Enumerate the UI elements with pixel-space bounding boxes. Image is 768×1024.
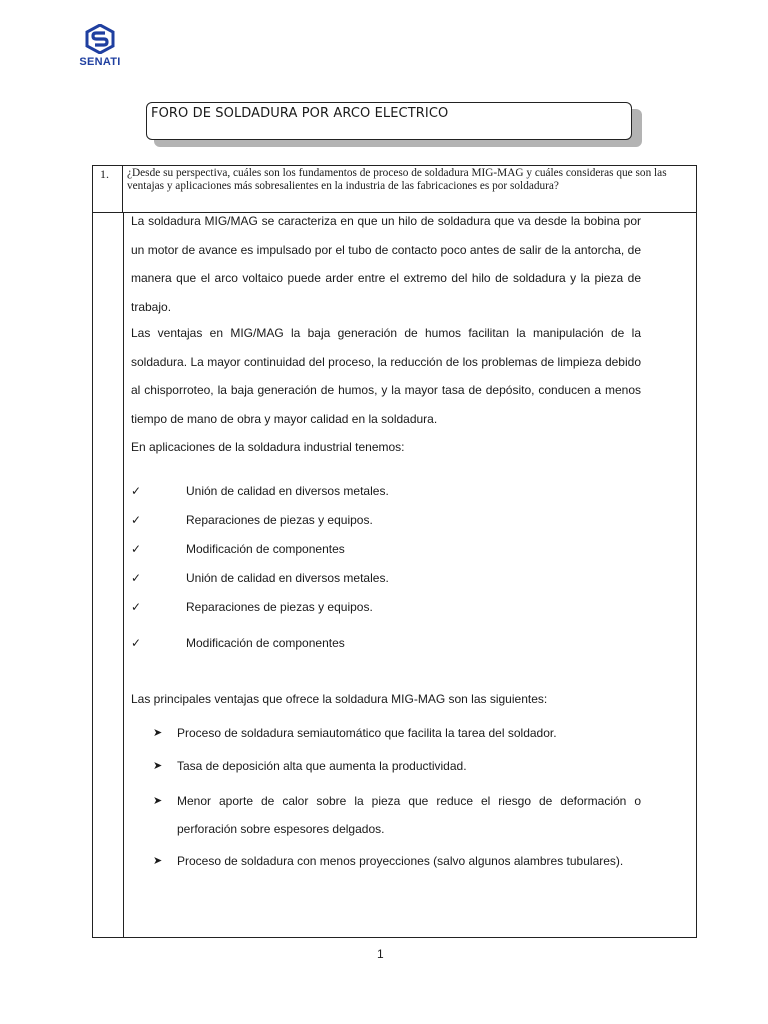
list-item: Unión de calidad en diversos metales. xyxy=(186,484,389,498)
list-item: Proceso de soldadura semiautomático que facilita la tarea del soldador. xyxy=(177,726,557,740)
question-text: ¿Desde su perspectiva, cuáles son los fundamentos de proceso de soldadura MIG-MAG y cuáles consideras que son las ventajas y aplicaciones más sobresalientes en la industria de las fabricaciones es por soldadura? xyxy=(127,167,667,192)
page-number: 1 xyxy=(377,947,384,961)
column-divider xyxy=(123,212,124,937)
senati-emblem-icon xyxy=(85,24,115,54)
arrow-bullet-icon: ➤ xyxy=(153,760,163,772)
check-icon: ✓ xyxy=(131,484,142,498)
arrow-bullet-icon: ➤ xyxy=(153,727,163,739)
list-item: Unión de calidad en diversos metales. xyxy=(186,571,389,585)
list-item: Proceso de soldadura con menos proyecciones (salvo algunos alambres tubulares). xyxy=(177,854,624,868)
check-icon: ✓ xyxy=(131,600,142,614)
logo-text: SENATI xyxy=(79,56,121,68)
check-icon: ✓ xyxy=(131,571,142,585)
list-item: Reparaciones de piezas y equipos. xyxy=(186,513,373,527)
advantages-intro: Las principales ventajas que ofrece la soldadura MIG-MAG son las siguientes: xyxy=(131,692,548,706)
page-title: FORO DE SOLDADURA POR ARCO ELECTRICO xyxy=(151,106,449,121)
senati-logo xyxy=(72,24,128,68)
check-icon: ✓ xyxy=(131,513,142,527)
title-box xyxy=(146,102,632,140)
arrow-bullet-icon: ➤ xyxy=(153,855,163,867)
question-number: 1. xyxy=(100,167,109,181)
list-item: Tasa de deposición alta que aumenta la productividad. xyxy=(177,759,467,773)
list-item: Modificación de componentes xyxy=(186,636,345,650)
applications-intro: En aplicaciones de la soldadura industrial tenemos: xyxy=(131,440,405,454)
check-icon: ✓ xyxy=(131,636,142,650)
question-row xyxy=(93,166,696,213)
answer-paragraph-1: La soldadura MIG/MAG se caracteriza en que un hilo de soldadura que va desde la bobina por un motor de avance es impulsado por el tubo de contacto poco antes de salir de la antorcha, de manera que el arco voltaico puede arder entre el extremo del hilo de soldadura y la pieza de trabajo. xyxy=(131,214,641,314)
question-number-cell xyxy=(93,166,123,212)
arrow-bullet-icon: ➤ xyxy=(153,795,163,807)
list-item: Modificación de componentes xyxy=(186,542,345,556)
check-icon: ✓ xyxy=(131,542,142,556)
list-item: Menor aporte de calor sobre la pieza que reduce el riesgo de deformación o perforación sobre espesores delgados. xyxy=(177,794,641,836)
answer-paragraph-2: Las ventajas en MIG/MAG la baja generación de humos facilitan la manipulación de la soldadura. La mayor continuidad del proceso, la reducción de los problemas de limpieza debido al chisporroteo, la baja generación de humos, y la mayor tasa de depósito, conducen a menos tiempo de mano de obra y mayor calidad en la soldadura. xyxy=(131,326,641,426)
list-item: Reparaciones de piezas y equipos. xyxy=(186,600,373,614)
